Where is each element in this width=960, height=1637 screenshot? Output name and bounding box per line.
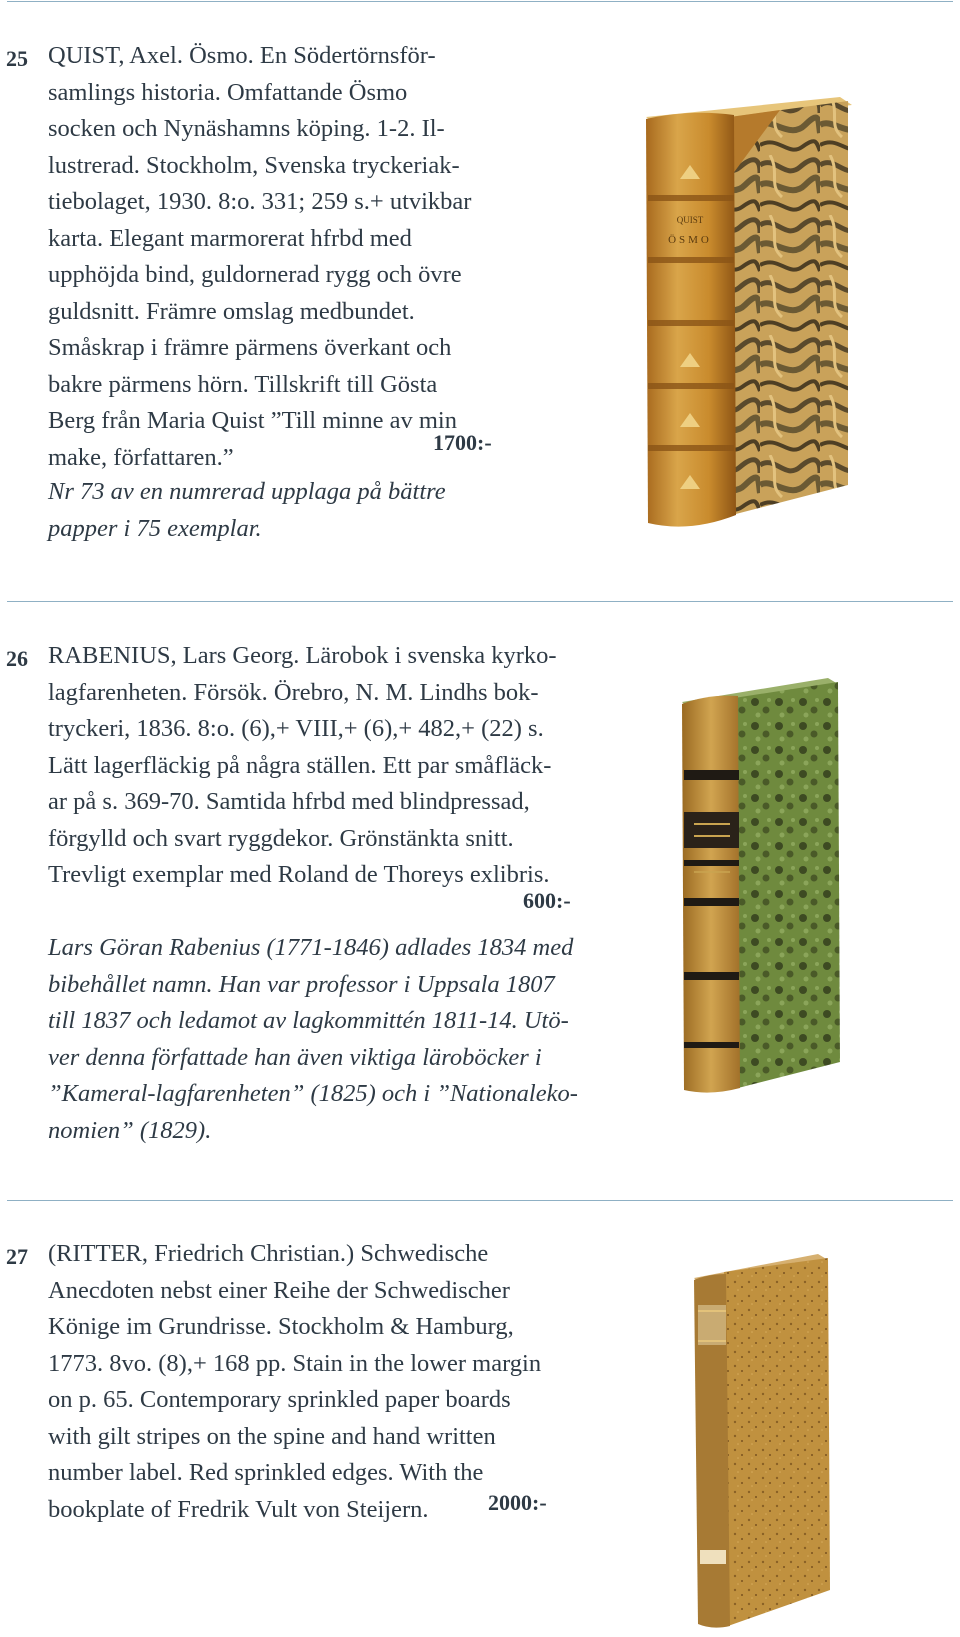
description-line: Könige im Grundrisse. Stockholm & Hamburg,	[48, 1313, 514, 1340]
book-photo-rabenius	[678, 672, 848, 1097]
entry-note	[48, 474, 446, 547]
description-line: RABENIUS, Lars Georg. Lärobok i svenska kyrko-	[48, 642, 557, 669]
note-line: nomien” (1829).	[48, 1116, 212, 1144]
spine-label-title: ÖSMO	[668, 234, 712, 246]
note-line: bibehållet namn. Han var professor i Uppsala 1807	[48, 970, 555, 998]
description-line: on p. 65. Contemporary sprinkled paper boards	[48, 1386, 511, 1413]
top-rule	[7, 1, 953, 2]
spine-label-author: QUIST	[676, 215, 704, 225]
description-line: Trevligt exemplar med Roland de Thoreys exlibris.	[48, 861, 550, 888]
note-line: ver denna författade han även viktiga läroböcker i	[48, 1043, 542, 1071]
description-line: lustrerad. Stockholm, Svenska tryckeriak-	[48, 151, 460, 179]
entry-number: 27	[6, 1244, 28, 1269]
description-line: ar på s. 369-70. Samtida hfrbd med blindpressad,	[48, 788, 530, 815]
description-line: Anecdoten nebst einer Reihe der Schwedischer	[48, 1276, 510, 1304]
entry-note	[48, 930, 578, 1149]
entry-number: 26	[6, 646, 28, 671]
description-line: samlings historia. Omfattande Ösmo	[48, 78, 408, 106]
entry-number: 25	[6, 46, 28, 71]
description-line: (RITTER, Friedrich Christian.) Schwedische	[48, 1240, 489, 1267]
description-line: guldsnitt. Främre omslag medbundet.	[48, 297, 415, 325]
description-line: make, författaren.”	[48, 443, 234, 471]
price: 600:-	[523, 888, 571, 913]
note-line: till 1837 och ledamot av lagkommittén 1811-14. Utö-	[48, 1007, 569, 1034]
note-line: papper i 75 exemplar.	[48, 514, 262, 542]
separator-rule-2	[7, 1200, 953, 1201]
entry-description	[48, 638, 557, 894]
entry-description	[48, 38, 471, 476]
book-photo-ritter	[690, 1250, 840, 1630]
separator-rule-1	[7, 601, 953, 602]
price: 1700:-	[433, 430, 492, 455]
description-line: QUIST, Axel. Ösmo. En Södertörnsför-	[48, 42, 436, 69]
entry-description	[48, 1236, 541, 1528]
description-line: number label. Red sprinkled edges. With the	[48, 1459, 484, 1486]
description-line: socken och Nynäshamns köping. 1-2. Il-	[48, 115, 445, 142]
description-line: Lätt lagerfläckig på några ställen. Ett par småfläck-	[48, 751, 552, 779]
description-line: förgylld och svart ryggdekor. Grönstänkta snitt.	[48, 824, 514, 852]
description-line: bookplate of Fredrik Vult von Steijern.	[48, 1495, 429, 1523]
description-line: with gilt stripes on the spine and hand written	[48, 1422, 496, 1450]
description-line: karta. Elegant marmorerat hfrbd med	[48, 224, 412, 252]
description-line: bakre pärmens hörn. Tillskrift till Gösta	[48, 370, 438, 398]
description-line: tryckeri, 1836. 8:o. (6),+ VIII,+ (6),+ 482,+ (22) s.	[48, 715, 544, 742]
description-line: Berg från Maria Quist ”Till minne av min	[48, 407, 457, 434]
description-line: lagfarenheten. Försök. Örebro, N. M. Lindhs bok-	[48, 678, 539, 706]
note-line: Lars Göran Rabenius (1771-1846) adlades 1834 med	[48, 934, 574, 961]
description-line: upphöjda bind, guldornerad rygg och övre	[48, 261, 462, 288]
note-line: ”Kameral-lagfarenheten” (1825) och i ”Nationaleko-	[48, 1080, 578, 1107]
description-line: Småskrap i främre pärmens överkant och	[48, 334, 452, 361]
description-line: 1773. 8vo. (8),+ 168 pp. Stain in the lower margin	[48, 1349, 542, 1377]
description-line: tiebolaget, 1930. 8:o. 331; 259 s.+ utvikbar	[48, 188, 472, 215]
book-photo-quist	[640, 95, 860, 530]
price: 2000:-	[488, 1490, 547, 1515]
note-line: Nr 73 av en numrerad upplaga på bättre	[48, 478, 446, 505]
